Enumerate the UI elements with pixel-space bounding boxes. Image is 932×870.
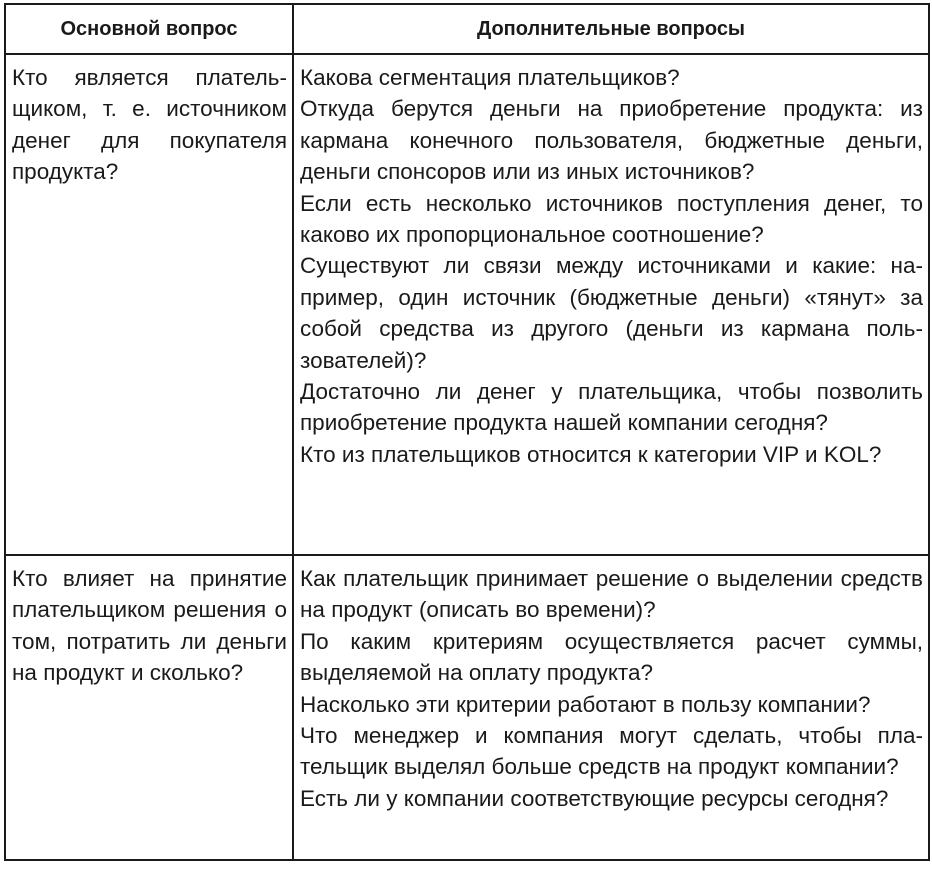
additional-question: По каким критериям осуществляется расчет суммы, выделяемой на оплату продукта? — [300, 628, 923, 686]
header-additional-questions: Дополнительные вопросы — [293, 4, 929, 54]
additional-question: Какова сегментация плательщиков? — [300, 65, 680, 90]
table-row — [5, 54, 929, 555]
main-question-cell: Кто является плательщиком, т. е. источником денег для покупателя продукта? — [5, 54, 293, 555]
additional-question: Если есть несколько источников поступления денег, то каково их пропорциональное соотношение? — [300, 190, 923, 248]
additional-questions-cell — [293, 555, 929, 860]
additional-questions-cell — [293, 54, 929, 555]
additional-question: Что менеджер и компания могут сделать, чтобы плательщик выделял больше средств на продукт компании? — [300, 723, 923, 780]
additional-question: Кто из плательщиков относится к категории VIP и KOL? — [300, 441, 882, 467]
table-row — [5, 555, 929, 860]
additional-question: Существуют ли связи между источниками и какие: например, один источник (бюджетные деньги) «тянут» за собой средства из другого (деньги из кармана пользователей)? — [300, 253, 923, 373]
additional-question: Достаточно ли денег у плательщика, чтобы позволить приобретение продукта нашей компании сегодня? — [300, 379, 923, 436]
additional-question: Есть ли у компании соответствующие ресурсы сегодня? — [300, 785, 889, 811]
main-question-cell: Кто влияет на принятие плательщиком решения о том, потратить ли деньги на продукт и сколько? — [5, 555, 293, 860]
additional-question: Как плательщик принимает решение о выделении средств на продукт (описать во времени)? — [300, 566, 923, 623]
additional-question: Откуда берутся деньги на приобретение продукта: из кармана конечного пользователя, бюджетные деньги, деньги спонсоров или из иных источников? — [300, 96, 923, 185]
header-row — [5, 4, 929, 54]
questions-table — [4, 3, 930, 861]
additional-question: Насколько эти критерии работают в пользу компании? — [300, 691, 871, 717]
header-main-question: Основной вопрос — [5, 4, 293, 54]
